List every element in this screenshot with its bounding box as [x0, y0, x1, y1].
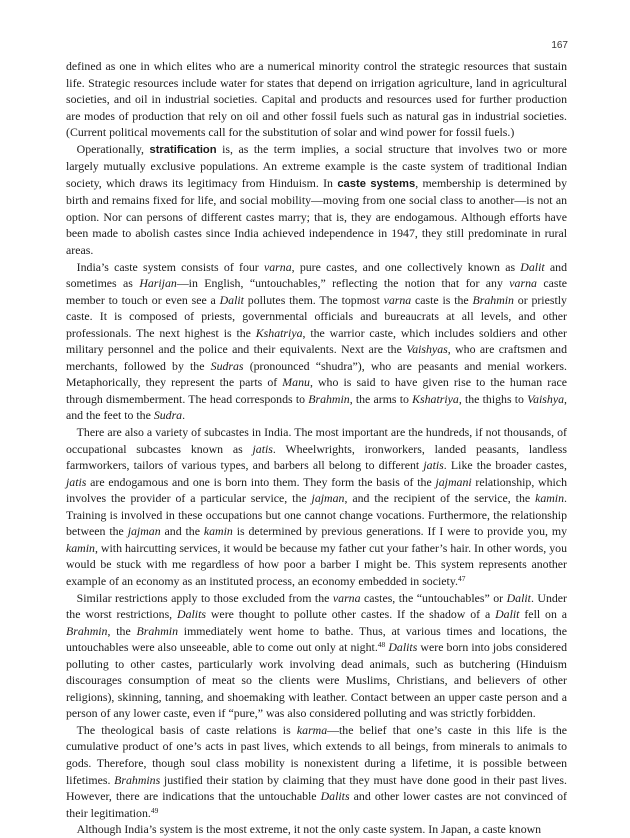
italic-term: jatis [423, 458, 444, 473]
text-run: , the warrior caste, which includes soldiers and other military personnel and the police and their equivalents. Next are the [66, 325, 567, 357]
italic-term: jajmani [435, 474, 472, 489]
italic-term: Dalit [495, 607, 520, 622]
text-run: . [182, 408, 186, 423]
italic-term: kamin [203, 524, 233, 539]
text-run: defined as one in which elites who are a numerical minority control the strategic resources that sustain life. Strategic resources include water for states that depend on irrigation agriculture, land in agricultural societies, and oil in industrial societies. Capital and products and resources used for further production are modes of production that rely on oil and other fossil fuels such as natural gas in industrial societies. (Current political movements call for the substitution of solar and wind power for fossil fuels.) [66, 59, 567, 140]
italic-term: Dalits [388, 640, 418, 655]
text-run: and other lower castes are not convinced of their legitimation. [66, 789, 567, 820]
text-run: Similar restrictions apply to those excluded from the [76, 590, 333, 605]
text-run: , membership is determined by birth and remains fixed for life, and social mobility—moving from one social class to another—is not an option. Nor can persons of different castes marry; that is, they are endogamous. Although efforts have been made to abolish castes since India achieved independence in 1947, they still predominate in rural areas. [66, 175, 568, 258]
footnote-ref: 47 [457, 573, 466, 583]
italic-term: varna [332, 590, 361, 605]
text-run: are endogamous and one is born into them. They form the basis of the [86, 474, 436, 489]
italic-term: jajman [127, 524, 161, 539]
paragraph [66, 821, 567, 838]
text-run: India’s caste system consists of four [76, 259, 264, 274]
paragraph [66, 141, 567, 259]
text-run: is determined by previous generations. If I were to provide you, my [232, 524, 567, 539]
italic-term: Brahmins [114, 772, 161, 787]
text-run: —in English, “untouchables,” reflecting the notion that for any [176, 276, 510, 291]
text-run: , the thighs to [458, 391, 528, 406]
italic-term: Dalit [506, 590, 531, 605]
text-run: There are also a variety of subcastes in India. The most important are the hundreds, if not thousands, of occupational subcastes known as [66, 425, 567, 456]
key-term: stratification [149, 143, 217, 156]
text-run: or priestly caste. It is composed of priests, governmental officials and bureaucrats at all levels, and other professionals. The next highest is the [66, 292, 567, 340]
text-run: , and the feet to the [66, 391, 567, 423]
italic-term: Dalits [177, 607, 206, 622]
text-run: caste member to touch or even see a [66, 276, 567, 307]
text-run: —the belief that one’s caste in this life is the cumulative product of one’s acts in past lives, which extends to all beings, from minerals to animals to gods. Therefore, though soul class mobility is nonexistent during a lifetime, it is possible between lifetimes. [66, 722, 567, 787]
text-run: , and the recipient of the service, the [344, 491, 536, 506]
text-run: . Like the broader castes, [443, 458, 567, 473]
text-run: and the [160, 524, 204, 539]
text-run: , the [107, 623, 137, 638]
page-number: 167 [551, 40, 568, 51]
footnote-ref: 49 [150, 805, 159, 815]
italic-term: varna [263, 259, 292, 274]
text-run: immediately went home to bathe. Thus, at various times and locations, the untouchables were also unseeable, able to come out only at night. [66, 623, 567, 655]
italic-term: Dalits [320, 789, 350, 804]
italic-term: Kshatriya [412, 391, 459, 406]
text-run: , who is said to have given rise to the human race through dismemberment. The head corresponds to [66, 375, 567, 406]
text-run: . Training is involved in these occupations but one cannot change vocations. Furthermore, the relationship between the [66, 491, 567, 539]
italic-term: Dalit [219, 292, 244, 307]
italic-term: Brahmin [136, 623, 178, 638]
paragraph [66, 58, 567, 141]
italic-term: Kshatriya [255, 325, 303, 340]
italic-term: Dalit [520, 259, 545, 274]
text-run: fell on a [519, 607, 568, 622]
footnote-ref: 48 [377, 640, 386, 650]
text-run: were thought to pollute other castes. If the shadow of a [206, 607, 496, 622]
text-run: were born into jobs considered polluting to other castes, particularly work involving dead animals, such as butchering (Hinduism discourages consumption of meat so the clients were Muslims, Christians, and believers of other religions), skinning, tanning, and shoemaking with leather. Contact between an upper caste person and a person of any lower caste, even if “pure,” was also considered polluting and was strictly forbidden. [66, 640, 567, 721]
italic-term: jatis [252, 441, 273, 456]
italic-term: Brahmin [66, 623, 108, 638]
text-run: justified their station by claiming that they must have done good in their past lives. However, there are indications that the untouchable [66, 772, 567, 804]
italic-term: varna [383, 292, 412, 307]
text-run: Operationally, [76, 141, 150, 156]
italic-term: Brahmin [472, 292, 514, 307]
italic-term: kamin [535, 491, 565, 506]
italic-term: varna [509, 276, 537, 291]
paragraph [66, 722, 567, 821]
paragraph [66, 424, 567, 589]
text-run: pollutes them. The topmost [243, 292, 384, 307]
text-run: , pure castes, and one collectively known as [291, 259, 521, 274]
text-run: . Under the worst restrictions, [66, 590, 568, 622]
body-text [66, 58, 567, 838]
text-run: , the arms to [349, 391, 413, 406]
italic-term: Vaishya [527, 391, 565, 406]
text-run: and sometimes as [66, 259, 567, 291]
italic-term: Harijan [139, 276, 177, 291]
italic-term: Sudras [210, 358, 244, 373]
text-run: relationship, which involves the provider of a particular service, the [66, 474, 567, 506]
paragraph [66, 590, 567, 722]
paragraph [66, 259, 567, 424]
text-run: (pronounced “shudra”), who are peasants and menial workers. Metaphorically, they represent the parts of [66, 358, 567, 390]
italic-term: jatis [66, 474, 87, 489]
italic-term: Sudra [153, 408, 183, 423]
italic-term: kamin [66, 540, 95, 555]
text-run: , with haircutting services, it would be because my father cut your father’s hair. In other words, you would be stuck with me regardless of how poor a barber I might be. This system represents another example of an economy as an instituted process, an economy embedded in society. [66, 540, 567, 588]
text-run: . Wheelwrights, ironworkers, landed peasants, landless farmworkers, tailors of various types, and barbers all belong to different [66, 441, 567, 473]
key-term: caste systems [337, 177, 416, 190]
text-run: Although India’s system is the most extreme, it not the only caste system. In Japan, a caste known [76, 822, 542, 837]
text-run: is, as the term implies, a social structure that involves two or more largely mutually exclusive populations. An extreme example is the caste system of traditional Indian society, which draws its legitimacy from Hinduism. In [66, 141, 567, 190]
text-run: caste is the [411, 292, 473, 307]
italic-term: karma [296, 722, 328, 737]
text-run: castes, the “untouchables” or [360, 590, 507, 605]
text-run: , who are craftsmen and merchants, followed by the [66, 342, 568, 373]
italic-term: Manu [282, 375, 310, 390]
italic-term: Vaishyas [406, 342, 448, 357]
italic-term: Brahmin [308, 391, 350, 406]
text-run: The theological basis of caste relations is [76, 722, 297, 737]
italic-term: jajman [311, 491, 345, 506]
